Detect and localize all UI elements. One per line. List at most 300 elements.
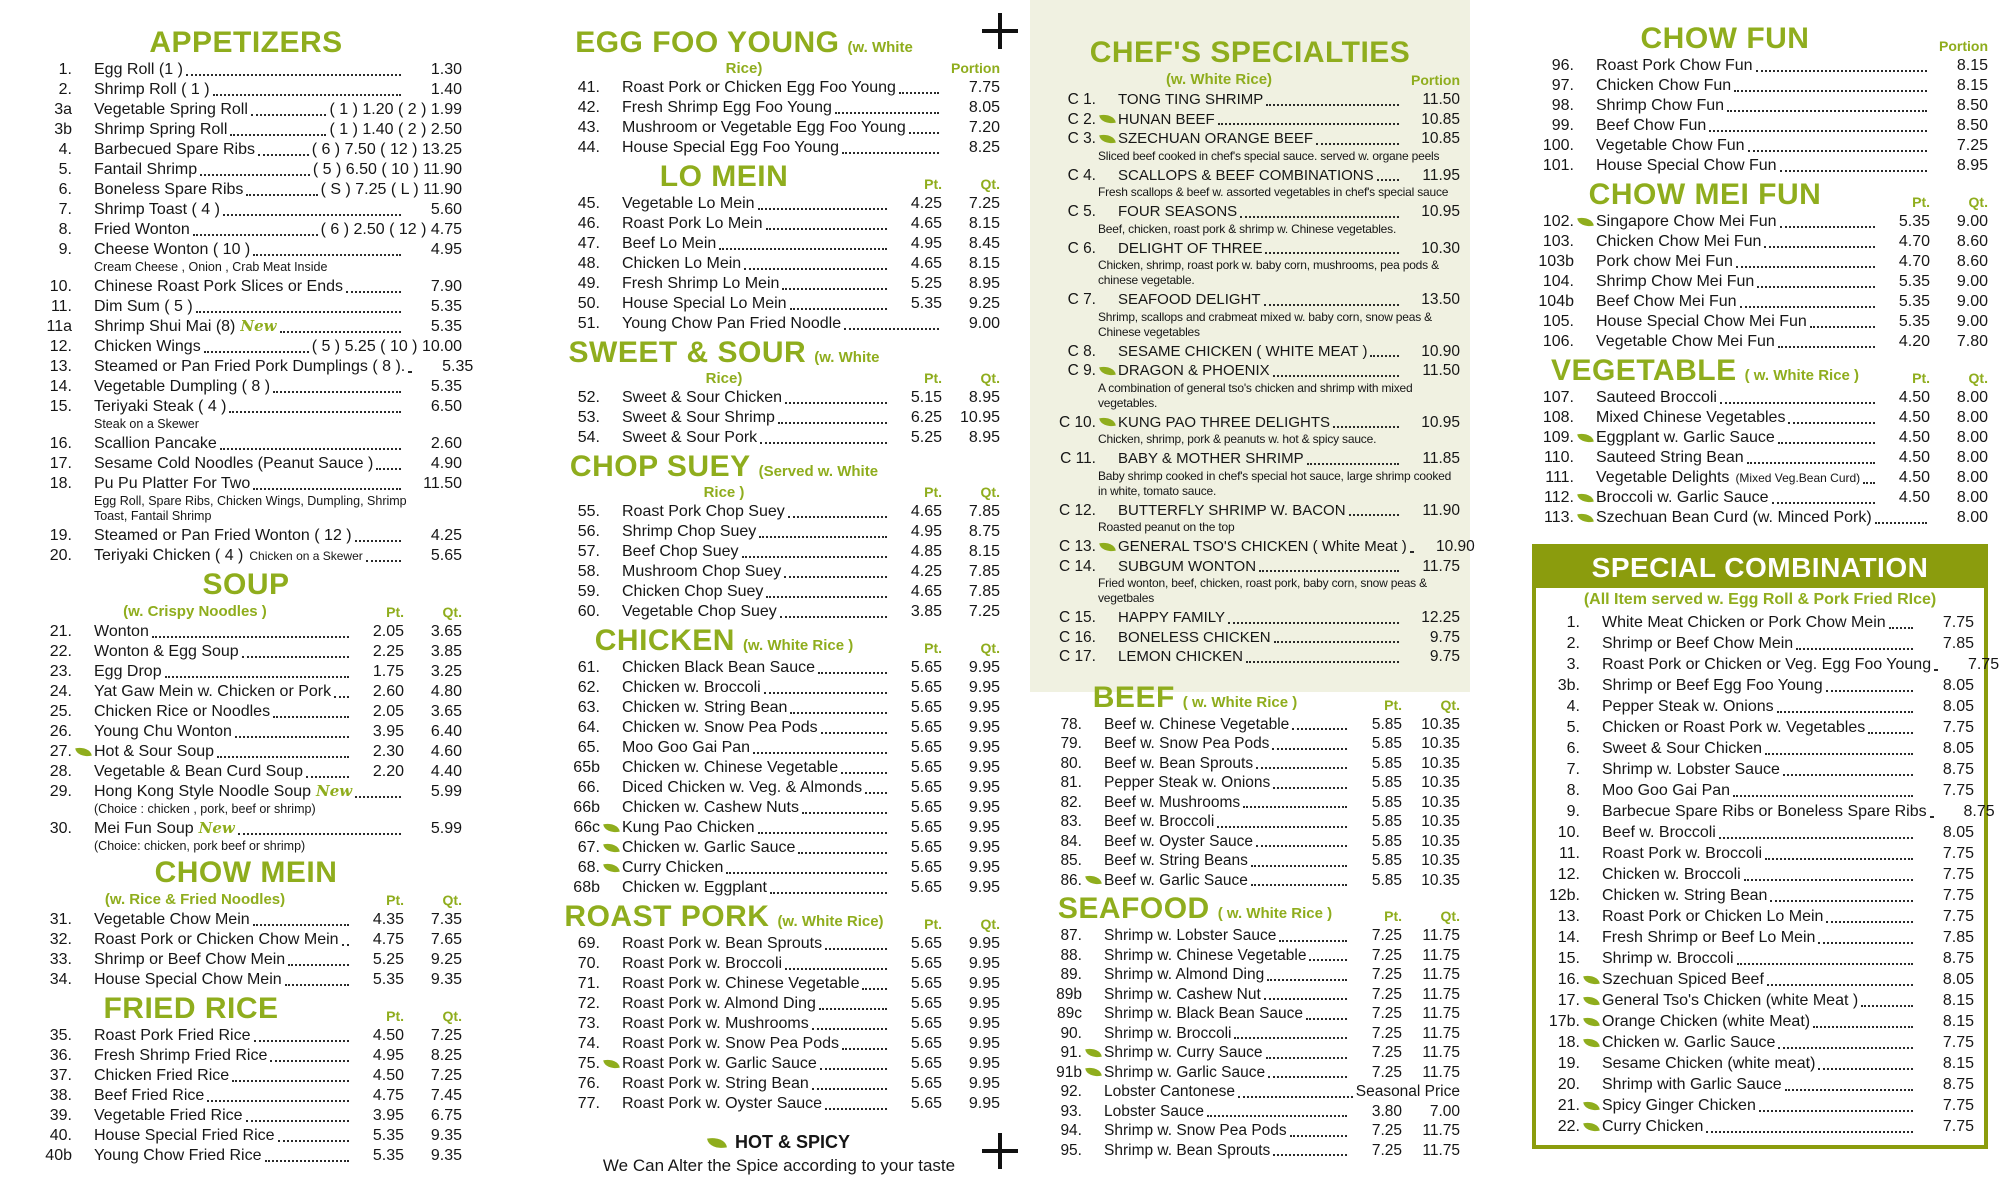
item-name	[622, 274, 779, 294]
menu-item	[1040, 608, 1460, 628]
chili-icon	[1577, 512, 1594, 524]
item-number: 76.	[577, 1075, 600, 1092]
item-number: C 3.	[1067, 130, 1096, 147]
item-name-text: Boneless Spare Ribs	[94, 181, 244, 198]
section-header	[30, 856, 462, 910]
section-title-wrap	[30, 568, 462, 602]
menu-item	[1040, 715, 1460, 735]
dotted-leader	[1826, 690, 1913, 692]
item-name-text: House Special Chow Mein	[94, 971, 282, 988]
price-pint: 5.65	[910, 679, 942, 696]
dotted-leader	[766, 228, 887, 230]
price-quart: 7.65	[430, 931, 462, 948]
item-name-text: Roast Pork Fried Rice	[94, 1027, 251, 1044]
item-name	[1104, 871, 1248, 891]
price-quart: 9.25	[968, 295, 1000, 312]
section-subtitle-line	[30, 890, 462, 910]
price-pint: 5.85	[1371, 774, 1402, 791]
chili-icon	[707, 1135, 727, 1150]
dotted-leader	[1813, 1026, 1913, 1028]
section-subtitle-line	[1040, 70, 1460, 90]
price-pint: 5.65	[910, 1075, 942, 1092]
price-quart: 10.85	[1421, 110, 1460, 128]
menu-item	[558, 1094, 1000, 1114]
price-column-label: Qt.	[1440, 696, 1460, 713]
menu-item	[30, 377, 462, 397]
menu-item	[558, 934, 1000, 954]
dotted-leader	[1737, 963, 1913, 965]
menu-item	[30, 1086, 462, 1106]
menu-item	[30, 357, 474, 377]
item-number: 14.	[49, 378, 72, 395]
menu-item	[558, 858, 1000, 878]
menu-item	[1536, 717, 1984, 738]
section-title-line	[558, 26, 1000, 78]
item-name	[1118, 647, 1243, 667]
menu-item	[558, 542, 1000, 562]
dotted-leader	[785, 402, 887, 404]
dotted-leader	[821, 732, 887, 734]
item-name	[94, 930, 339, 950]
item-name-text: Beef Chop Suey	[622, 543, 739, 560]
dotted-leader	[232, 1080, 349, 1082]
item-number: 61.	[577, 659, 600, 676]
item-name-text: House Special Egg Foo Young	[622, 139, 840, 156]
crop-mark-top	[982, 13, 1018, 49]
menu-item	[1040, 965, 1460, 985]
item-name-text: Shrimp w. Almond Ding	[1104, 966, 1265, 983]
price-quart: 9.35	[430, 1127, 462, 1144]
dotted-leader	[785, 968, 887, 970]
price-quart: 7.85	[1942, 635, 1974, 652]
dotted-leader	[1273, 375, 1399, 377]
price-quart: 7.75	[1942, 845, 1974, 862]
spicy-slot	[1574, 493, 1596, 503]
dotted-leader	[825, 948, 887, 950]
price-quart: 10.35	[1421, 715, 1460, 733]
price-pint: 5.85	[1371, 852, 1402, 869]
item-number: 96.	[1551, 57, 1574, 74]
item-number: 89.	[1060, 966, 1082, 983]
item-number: C 10.	[1058, 413, 1096, 431]
item-name-text: Sesame Chicken (white meat)	[1602, 1055, 1816, 1072]
dotted-leader	[1243, 806, 1347, 808]
item-name-text: Beef w. String Beans	[1104, 852, 1248, 869]
item-description: (Choice : chicken , pork, beef or shrimp)	[94, 802, 316, 816]
dotted-leader	[280, 331, 401, 333]
new-badge: New	[316, 782, 353, 800]
price-pint: 5.65	[910, 879, 942, 896]
price-column-label: Qt.	[980, 370, 1000, 386]
price-quart: 11.75	[1422, 1141, 1460, 1159]
dotted-leader	[1780, 226, 1875, 228]
dotted-leader	[1218, 123, 1399, 125]
price-column-label: Qt.	[980, 916, 1000, 932]
price-quart: 10.90	[1421, 342, 1460, 360]
price-pint: 5.65	[910, 739, 942, 756]
item-name-text: Roast Pork w. Snow Pea Pods	[622, 1035, 839, 1052]
spicy-slot	[1580, 996, 1602, 1006]
spicy-slot	[1082, 1048, 1104, 1058]
menu-item	[30, 702, 462, 722]
chili-icon	[1577, 492, 1594, 504]
price-quart: 7.75	[1942, 908, 1974, 925]
item-name-text: Shrimp w. Chinese Vegetable	[1104, 946, 1307, 964]
menu-item	[1536, 1032, 1984, 1053]
item-number: 46.	[577, 215, 600, 232]
price-quart: 10.35	[1421, 754, 1460, 772]
item-name-text: BUTTERFLY SHRIMP W. BACON	[1118, 501, 1346, 519]
price-pint: 3.85	[910, 603, 942, 620]
menu-item	[1040, 647, 1460, 667]
price-quart: 7.25	[968, 195, 1000, 212]
price-quart: 8.75	[1963, 803, 1995, 820]
price-quart: 7.25	[968, 603, 1000, 620]
item-name	[1118, 90, 1263, 110]
dotted-leader	[288, 964, 349, 966]
item-number: C 9.	[1067, 362, 1096, 379]
menu-item	[30, 1026, 462, 1046]
dotted-leader	[217, 756, 349, 758]
item-name	[1104, 985, 1261, 1005]
dotted-leader	[1778, 346, 1875, 348]
item-name	[1596, 156, 1777, 176]
item-number: 7.	[1566, 761, 1580, 778]
item-name	[622, 1074, 809, 1094]
menu-item	[1040, 926, 1460, 946]
price-quart: 9.75	[1429, 648, 1460, 665]
menu-item	[1536, 1116, 1984, 1137]
item-name-text: Orange Chicken (white Meat)	[1602, 1013, 1811, 1030]
section-title: CHICKEN	[594, 624, 735, 657]
hot-spicy-label: HOT & SPICY	[734, 1132, 850, 1152]
dotted-leader	[1292, 728, 1347, 730]
price-quart: 7.75	[1942, 866, 1974, 883]
price-quart: 12.25	[1421, 609, 1460, 626]
price-pint: 4.85	[910, 543, 942, 560]
price-pint: 5.25	[910, 275, 942, 292]
price-pint: 5.65	[910, 1055, 942, 1072]
item-name	[1118, 413, 1330, 433]
item-name	[1104, 1121, 1287, 1141]
item-name	[1596, 408, 1785, 428]
menu-item	[1040, 734, 1460, 754]
menu-item	[1536, 675, 1984, 696]
item-name-text: Eggplant w. Garlic Sauce	[1596, 429, 1775, 446]
item-number: 17b.	[1548, 1013, 1580, 1030]
item-number: 66.	[577, 779, 600, 796]
item-name	[1596, 312, 1807, 332]
dotted-leader	[246, 194, 317, 196]
price-quart: 10.35	[1421, 735, 1460, 752]
item-number: 27.	[49, 743, 72, 760]
item-name-text: Young Chow Pan Fried Noodle	[622, 315, 842, 332]
item-name	[1602, 927, 1815, 948]
price-quart: 6.50	[430, 398, 462, 415]
item-number: 85.	[1060, 852, 1082, 869]
price-quart: 8.75	[1942, 761, 1974, 778]
item-name	[1118, 129, 1313, 149]
section-title-wrap	[1040, 681, 1350, 715]
spicy-slot	[600, 1059, 622, 1069]
item-name-text: Beef Lo Mein	[622, 235, 717, 252]
spicy-slot	[1580, 975, 1602, 985]
dotted-leader	[258, 154, 309, 156]
item-name	[94, 818, 235, 839]
dotted-leader	[235, 736, 349, 738]
item-name	[1104, 1024, 1231, 1044]
item-name-text: Fresh Shrimp or Beef Lo Mein	[1602, 929, 1816, 946]
item-name-text: Barbecue Spare Ribs or Boneless Spare Ribs	[1602, 803, 1927, 820]
dotted-leader	[278, 1140, 349, 1142]
section-title-wrap	[558, 900, 890, 934]
price-quart: 10.95	[1421, 203, 1460, 220]
item-number: 19.	[49, 527, 72, 544]
price-column-label: Pt.	[924, 370, 942, 386]
price-column-label: Pt.	[924, 176, 942, 192]
price-quart: 2.60	[430, 435, 462, 452]
item-description: Chicken, shrimp, pork & peanuts w. hot & spicy sauce.	[1098, 432, 1377, 446]
price-pint: 7.25	[1371, 1044, 1402, 1061]
dotted-leader	[780, 616, 887, 618]
price-quart: 9.95	[968, 799, 1000, 816]
item-number: 47.	[577, 235, 600, 252]
price-quart: 11.50	[423, 475, 462, 492]
dotted-leader	[766, 596, 887, 598]
item-name-text: Fantail Shrimp	[94, 161, 198, 178]
item-number: C 13.	[1058, 538, 1096, 555]
item-name	[94, 120, 227, 140]
menu-item	[558, 758, 1000, 778]
item-number: 73.	[577, 1015, 600, 1032]
dotted-leader	[285, 984, 349, 986]
item-name	[622, 428, 757, 448]
price-quart: 8.95	[968, 429, 1000, 446]
dotted-leader	[825, 1108, 887, 1110]
item-name-text: Shrimp w. Broccoli	[1104, 1024, 1232, 1042]
item-name-text: Vegetable Chow Mei Fun	[1596, 333, 1775, 350]
price-quart: 11.75	[1422, 946, 1460, 964]
price-column-label: Qt.	[1968, 370, 1988, 386]
item-name-text: Shrimp Chow Mei Fun	[1596, 273, 1755, 290]
price-pint: 2.05	[372, 623, 404, 640]
dotted-leader	[1719, 837, 1913, 839]
item-name-text: SEAFOOD DELIGHT	[1118, 291, 1261, 308]
chili-icon	[1085, 1047, 1102, 1059]
section-header	[1532, 178, 1988, 212]
price-quart: 9.95	[968, 879, 1000, 896]
item-name-text: Broccoli w. Garlic Sauce	[1596, 489, 1769, 506]
menu-item	[30, 762, 462, 782]
price-quart: 4.60	[430, 743, 462, 760]
dotted-leader	[812, 1088, 887, 1090]
item-name-text: House Special Chow Mei Fun	[1596, 313, 1807, 330]
item-name	[1602, 864, 1741, 885]
item-name	[1602, 633, 1793, 654]
menu-item	[1040, 1121, 1460, 1141]
price-quart: 11.50	[1422, 91, 1460, 108]
menu-item	[1532, 408, 1988, 428]
menu-item	[1040, 793, 1460, 813]
item-number: 89c	[1057, 1005, 1082, 1022]
item-description: Egg Roll, Spare Ribs, Chicken Wings, Dumpling, Shrimp Toast, Fantail Shrimp	[94, 494, 407, 523]
item-name	[1104, 793, 1240, 813]
price-pint: 7.25	[1371, 1063, 1402, 1081]
item-number: 68.	[577, 859, 600, 876]
dotted-leader	[1889, 627, 1913, 629]
item-name	[1118, 449, 1304, 469]
item-name	[1602, 843, 1762, 864]
price-quart: 1.30	[430, 61, 462, 78]
dotted-leader	[1818, 1068, 1913, 1070]
item-name-text: BABY & MOTHER SHRIMP	[1118, 450, 1304, 467]
price-quart: 7.00	[1429, 1102, 1460, 1120]
dotted-leader	[1307, 463, 1399, 465]
item-name-text: Chicken Chow Mei Fun	[1596, 233, 1762, 250]
price-pint: 5.65	[910, 975, 942, 992]
item-name	[94, 781, 352, 802]
menu-item	[558, 838, 1000, 858]
dotted-leader	[760, 442, 887, 444]
price-pint: 7.25	[1371, 946, 1402, 964]
dotted-leader	[764, 692, 887, 694]
dotted-leader	[1234, 1037, 1347, 1039]
item-number: 51.	[577, 315, 600, 332]
item-name	[1104, 734, 1269, 754]
price-pint: 4.50	[1898, 489, 1930, 506]
section-title-line	[558, 900, 1000, 934]
price-quart: 9.95	[968, 859, 1000, 876]
price-quart: 8.15	[1956, 77, 1988, 94]
dotted-leader	[306, 776, 349, 778]
item-name	[1602, 717, 1865, 738]
menu-item	[30, 80, 462, 100]
dotted-leader	[842, 152, 939, 154]
price-quart: 9.95	[968, 1035, 1000, 1052]
item-number: 59.	[577, 583, 600, 600]
crop-mark-bottom	[982, 1133, 1018, 1169]
price-quart: 9.95	[968, 935, 1000, 952]
item-name	[622, 118, 906, 138]
section-title-line	[1532, 354, 1988, 388]
dotted-leader	[818, 672, 887, 674]
dotted-leader	[246, 1120, 349, 1122]
price-quart: 9.75	[1429, 628, 1460, 646]
item-number: 22.	[1557, 1118, 1580, 1135]
menu-item	[1536, 1011, 1984, 1032]
item-name	[1596, 116, 1706, 136]
price-quart: 10.35	[1421, 871, 1460, 889]
dotted-leader	[1266, 104, 1399, 106]
dotted-leader	[1748, 150, 1927, 152]
menu-item	[1532, 56, 1988, 76]
item-name-text: Curry Chicken	[1602, 1118, 1704, 1135]
item-number: 10.	[1557, 824, 1580, 841]
dotted-leader	[238, 833, 401, 835]
item-name-text: BONELESS CHICKEN	[1118, 628, 1271, 646]
price-pint: 4.95	[910, 235, 942, 252]
item-name-text: Roast Pork w. Mushrooms	[622, 1015, 809, 1032]
menu-item	[30, 1146, 462, 1166]
item-number: 8.	[1566, 782, 1580, 799]
price-pint: 4.95	[372, 1047, 404, 1064]
dotted-leader	[842, 1048, 887, 1050]
price-pint: 5.65	[910, 659, 942, 676]
dotted-leader	[1279, 940, 1347, 942]
dotted-leader	[200, 174, 310, 176]
menu-item	[1532, 232, 1988, 252]
price-quart: ( 5 ) 6.50 ( 10 ) 11.90	[312, 161, 462, 178]
price-quart: 9.00	[1956, 313, 1988, 330]
price-quart: 10.35	[1421, 852, 1460, 869]
item-name-text: Beef w. Broccoli	[1104, 813, 1215, 830]
menu-item	[1536, 885, 1984, 906]
chili-icon	[1099, 133, 1116, 145]
menu-item	[1536, 990, 1984, 1011]
price-quart: 8.50	[1956, 97, 1988, 114]
spicy-slot	[72, 747, 94, 757]
price-quart: 9.95	[968, 819, 1000, 836]
item-name	[1596, 448, 1744, 468]
price-quart: 10.90	[1435, 538, 1475, 555]
price-pint: 5.35	[1898, 293, 1930, 310]
section-subtitle: ( w. White Rice )	[1744, 367, 1860, 384]
item-name-text: Roast Pork or Chicken Lo Mein	[1602, 908, 1824, 925]
item-name-text: Roast Pork w. Broccoli	[622, 955, 783, 972]
dotted-leader	[1765, 753, 1913, 755]
item-name	[622, 502, 785, 522]
item-number: 5.	[58, 161, 72, 178]
dotted-leader	[213, 94, 401, 96]
item-number: 113.	[1544, 509, 1574, 526]
item-name-text: Lobster Sauce	[1104, 1102, 1204, 1120]
price-pint: 5.65	[910, 859, 942, 876]
price-pint: 4.25	[910, 195, 942, 212]
menu-item	[30, 277, 462, 297]
menu-item	[1040, 290, 1460, 310]
dotted-leader	[802, 812, 887, 814]
item-name	[94, 474, 250, 494]
chili-icon	[1099, 365, 1116, 377]
item-number: C 5.	[1067, 203, 1096, 220]
menu-item	[558, 234, 1000, 254]
chili-icon	[603, 822, 620, 834]
section-title: SWEET & SOUR	[568, 336, 807, 369]
price-pint: 4.50	[1898, 469, 1930, 486]
dotted-leader	[1251, 865, 1347, 867]
menu-item	[1536, 822, 1984, 843]
item-name	[622, 954, 782, 974]
chili-icon	[1577, 216, 1594, 228]
price-pint: 4.65	[910, 583, 942, 600]
menu-item	[558, 138, 1000, 158]
dotted-leader	[253, 924, 349, 926]
section-header	[1040, 36, 1460, 90]
item-name	[1104, 1102, 1204, 1122]
price-quart: 8.75	[968, 523, 1000, 540]
dotted-leader	[1274, 641, 1399, 643]
item-name-text: Shrimp w. Garlic Sauce	[1104, 1063, 1266, 1081]
item-number: 84.	[1060, 832, 1082, 850]
item-name	[622, 234, 716, 254]
price-pint: 5.35	[372, 1147, 404, 1164]
spicy-slot	[600, 863, 622, 873]
item-name-text: Diced Chicken w. Veg. & Almonds	[622, 779, 863, 796]
item-name-text: Sweet & Sour Chicken	[622, 389, 783, 406]
price-quart: 9.95	[968, 1095, 1000, 1112]
item-number: 68b	[573, 879, 600, 896]
item-name-text: Chicken w. String Bean	[622, 699, 788, 716]
